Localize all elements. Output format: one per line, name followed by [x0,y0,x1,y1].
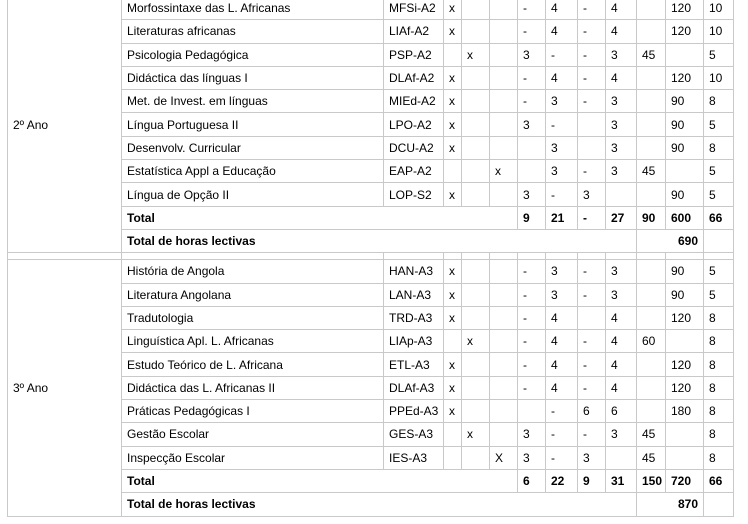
course-cell: 10 [704,0,734,20]
course-cell: 3 [578,183,606,206]
course-cell [444,330,462,353]
lectivas-value: 690 [637,229,704,252]
total-label: Total [122,206,518,229]
course-cell: 45 [637,43,666,66]
course-cell: 5 [704,183,734,206]
course-cell: 6 [578,400,606,423]
course-cell [666,160,704,183]
course-cell: x [444,136,462,159]
total-cell: 150 [637,469,666,492]
course-cell: 8 [704,330,734,353]
course-code: ETL-A3 [384,353,444,376]
course-cell [490,330,518,353]
lectivas-label: Total de horas lectivas [122,493,637,516]
course-cell: 4 [606,66,637,89]
course-cell: 5 [704,160,734,183]
course-cell: 3 [606,43,637,66]
course-cell: - [546,400,578,423]
course-cell: x [462,423,490,446]
course-cell: - [578,90,606,113]
course-cell [462,90,490,113]
course-cell: - [518,260,546,283]
course-cell: 45 [637,160,666,183]
course-cell: 3 [546,160,578,183]
course-cell: x [462,330,490,353]
gap-cell [490,253,518,260]
course-cell [637,376,666,399]
gap-cell [8,253,122,260]
course-cell: x [444,283,462,306]
course-cell: - [578,283,606,306]
course-name: Psicologia Pedagógica [122,43,384,66]
course-cell [490,260,518,283]
course-name: Didáctica das línguas I [122,66,384,89]
course-cell: 4 [546,20,578,43]
course-cell: 5 [704,260,734,283]
course-cell: 5 [704,43,734,66]
course-cell: 3 [546,136,578,159]
course-name: História de Angola [122,260,384,283]
course-cell: 4 [546,306,578,329]
course-cell: x [444,376,462,399]
course-cell: 4 [606,353,637,376]
course-cell [462,260,490,283]
course-cell: 120 [666,0,704,20]
course-cell [490,376,518,399]
empty-cell [704,229,734,252]
course-cell [637,20,666,43]
course-cell [578,113,606,136]
course-name: Linguística Apl. L. Africanas [122,330,384,353]
course-cell [637,400,666,423]
course-name: Práticas Pedagógicas I [122,400,384,423]
course-cell: 90 [666,260,704,283]
course-cell [462,283,490,306]
gap-cell [462,253,490,260]
course-cell [666,330,704,353]
course-cell: 3 [578,446,606,469]
course-cell [444,43,462,66]
course-cell [462,306,490,329]
course-cell: X [490,446,518,469]
course-cell [462,0,490,20]
course-cell [637,306,666,329]
total-cell: 66 [704,206,734,229]
course-code: EAP-A2 [384,160,444,183]
course-cell: 4 [546,66,578,89]
course-cell [637,113,666,136]
lectivas-label: Total de horas lectivas [122,229,637,252]
year-label: 2º Ano [8,0,122,253]
course-cell: 4 [546,0,578,20]
course-cell: - [546,423,578,446]
course-cell [637,353,666,376]
gap-cell [637,253,666,260]
course-cell: 180 [666,400,704,423]
lectivas-value: 870 [637,493,704,516]
course-cell: x [444,183,462,206]
course-cell: - [518,330,546,353]
year-label: 3º Ano [8,260,122,516]
course-cell: 3 [606,136,637,159]
course-cell [490,0,518,20]
course-cell [462,183,490,206]
gap-cell [444,253,462,260]
gap-cell [546,253,578,260]
course-cell: - [578,260,606,283]
course-cell [490,306,518,329]
empty-cell [704,493,734,516]
course-cell: 3 [518,43,546,66]
course-name: Didáctica das L. Africanas II [122,376,384,399]
course-cell: x [444,306,462,329]
course-cell: 10 [704,20,734,43]
course-cell: 120 [666,66,704,89]
course-cell [637,260,666,283]
course-cell: - [578,330,606,353]
course-cell [637,66,666,89]
course-name: Estudo Teórico de L. Africana [122,353,384,376]
course-cell: - [518,283,546,306]
course-cell [490,90,518,113]
total-cell: 9 [578,469,606,492]
course-name: Met. de Invest. em línguas [122,90,384,113]
course-code: LIAp-A3 [384,330,444,353]
course-cell: - [518,20,546,43]
section-gap [8,253,734,260]
course-cell: 8 [704,423,734,446]
course-cell [490,136,518,159]
course-cell: - [546,113,578,136]
course-code: GES-A3 [384,423,444,446]
course-code: LPO-A2 [384,113,444,136]
course-cell [666,423,704,446]
course-cell: 90 [666,136,704,159]
course-code: IES-A3 [384,446,444,469]
course-code: HAN-A3 [384,260,444,283]
course-cell: x [444,90,462,113]
course-cell [490,400,518,423]
course-cell: 120 [666,376,704,399]
course-cell [637,283,666,306]
course-cell: 120 [666,353,704,376]
course-cell: 8 [704,376,734,399]
course-cell [462,376,490,399]
total-cell: 21 [546,206,578,229]
course-name: Tradutologia [122,306,384,329]
course-cell [637,183,666,206]
total-cell: 720 [666,469,704,492]
course-cell: - [578,20,606,43]
course-cell: x [490,160,518,183]
course-cell: - [546,43,578,66]
course-cell: 4 [606,330,637,353]
course-cell: 4 [546,353,578,376]
course-cell [462,136,490,159]
course-cell [490,183,518,206]
course-row [8,0,734,20]
course-cell [606,183,637,206]
course-cell [444,446,462,469]
course-cell: - [518,353,546,376]
course-cell: 60 [637,330,666,353]
course-cell: 120 [666,20,704,43]
course-cell [462,446,490,469]
gap-cell [518,253,546,260]
course-cell: 3 [518,423,546,446]
course-cell: - [518,90,546,113]
course-code: LOP-S2 [384,183,444,206]
course-code: DCU-A2 [384,136,444,159]
course-cell: 4 [606,376,637,399]
course-cell: - [518,306,546,329]
course-cell [462,353,490,376]
course-cell: - [518,66,546,89]
course-cell: x [444,66,462,89]
course-cell: 3 [546,260,578,283]
course-code: TRD-A3 [384,306,444,329]
course-cell: 3 [518,446,546,469]
curriculum-table [7,0,734,517]
course-code: DLAf-A3 [384,376,444,399]
gap-cell [666,253,704,260]
gap-cell [578,253,606,260]
course-cell: - [578,43,606,66]
course-cell: 4 [606,0,637,20]
course-cell: 90 [666,183,704,206]
course-cell [637,136,666,159]
course-cell: 8 [704,90,734,113]
course-cell: 3 [546,90,578,113]
total-cell: 31 [606,469,637,492]
total-cell: 90 [637,206,666,229]
course-cell [518,160,546,183]
course-name: Morfossintaxe das L. Africanas [122,0,384,20]
course-cell: 3 [606,90,637,113]
course-cell [490,353,518,376]
course-cell: 4 [606,306,637,329]
course-cell: 45 [637,423,666,446]
course-cell: 3 [606,283,637,306]
course-cell [606,446,637,469]
course-code: DLAf-A2 [384,66,444,89]
course-cell: 8 [704,306,734,329]
course-cell: 3 [518,183,546,206]
course-cell: 3 [606,113,637,136]
total-cell: 9 [518,206,546,229]
course-cell [490,283,518,306]
course-cell: - [578,0,606,20]
course-cell: - [578,353,606,376]
course-cell: 90 [666,113,704,136]
course-cell: 45 [637,446,666,469]
course-cell: 8 [704,136,734,159]
course-cell [666,446,704,469]
total-cell: 66 [704,469,734,492]
course-cell: 4 [606,20,637,43]
course-cell [490,423,518,446]
gap-cell [606,253,637,260]
total-cell: 600 [666,206,704,229]
course-cell [444,423,462,446]
course-cell: 8 [704,400,734,423]
course-cell [462,400,490,423]
course-cell: 10 [704,66,734,89]
course-cell: 90 [666,90,704,113]
course-name: Estatística Appl a Educação [122,160,384,183]
course-cell: 8 [704,446,734,469]
course-cell: 4 [546,376,578,399]
course-code: PSP-A2 [384,43,444,66]
course-name: Inspecção Escolar [122,446,384,469]
course-cell [637,90,666,113]
course-cell: x [462,43,490,66]
course-cell: 5 [704,283,734,306]
course-cell: - [578,160,606,183]
course-name: Língua de Opção II [122,183,384,206]
course-cell: - [518,0,546,20]
course-cell: - [578,376,606,399]
course-cell: 120 [666,306,704,329]
course-cell [518,400,546,423]
course-cell [578,136,606,159]
course-cell [490,43,518,66]
course-cell [462,66,490,89]
course-cell: 8 [704,353,734,376]
course-code: LAN-A3 [384,283,444,306]
course-cell [444,160,462,183]
gap-cell [122,253,384,260]
total-label: Total [122,469,518,492]
course-cell [490,66,518,89]
course-cell [462,160,490,183]
course-cell: x [444,0,462,20]
course-cell: - [546,183,578,206]
course-code: PPEd-A3 [384,400,444,423]
course-cell: 5 [704,113,734,136]
course-row [8,260,734,283]
course-name: Desenvolv. Curricular [122,136,384,159]
course-cell [462,113,490,136]
gap-cell [704,253,734,260]
course-cell [490,20,518,43]
total-cell: 6 [518,469,546,492]
course-cell: - [518,376,546,399]
course-code: MFSi-A2 [384,0,444,20]
course-cell: 3 [606,423,637,446]
total-cell: 22 [546,469,578,492]
course-cell: 4 [546,330,578,353]
course-cell: x [444,353,462,376]
course-cell: 3 [606,260,637,283]
course-cell [666,43,704,66]
course-cell: 3 [546,283,578,306]
course-cell: x [444,400,462,423]
course-name: Língua Portuguesa II [122,113,384,136]
course-cell: 3 [606,160,637,183]
course-cell [490,113,518,136]
course-cell: x [444,260,462,283]
course-name: Gestão Escolar [122,423,384,446]
course-cell [637,0,666,20]
gap-cell [384,253,444,260]
course-cell: 6 [606,400,637,423]
course-cell [462,20,490,43]
course-code: MIEd-A2 [384,90,444,113]
total-cell: 27 [606,206,637,229]
course-name: Literatura Angolana [122,283,384,306]
course-cell: - [578,423,606,446]
course-cell: 90 [666,283,704,306]
total-cell: - [578,206,606,229]
course-cell [518,136,546,159]
course-name: Literaturas africanas [122,20,384,43]
course-code: LIAf-A2 [384,20,444,43]
course-cell: - [546,446,578,469]
course-cell: - [578,66,606,89]
course-cell: x [444,20,462,43]
course-cell: x [444,113,462,136]
course-cell [578,306,606,329]
course-cell: 3 [518,113,546,136]
